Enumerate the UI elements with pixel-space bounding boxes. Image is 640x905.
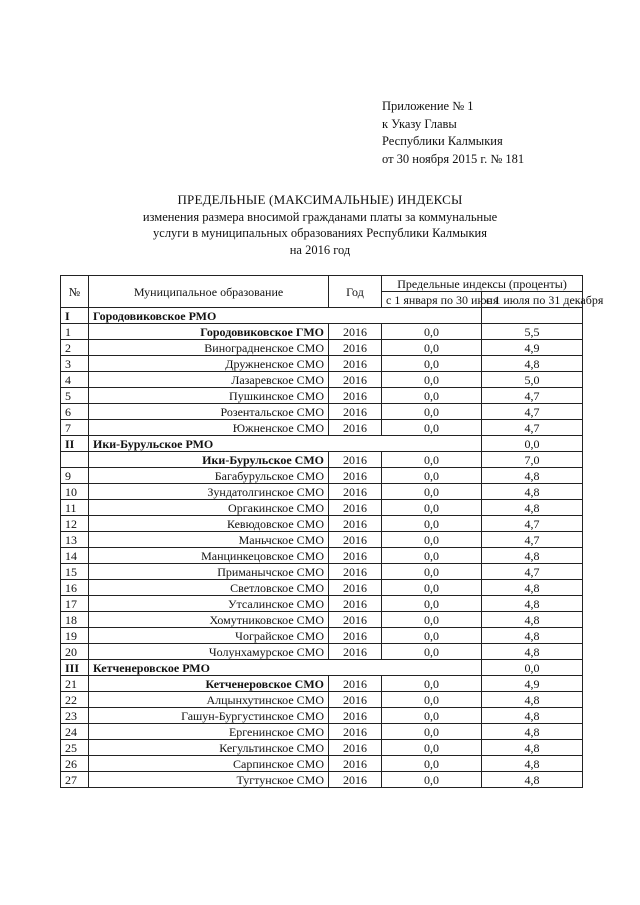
index-period-1: 0,0: [382, 756, 482, 772]
table-row: [61, 724, 583, 740]
header-period-1: с 1 января по 30 июня: [382, 292, 482, 308]
table-row: [61, 516, 583, 532]
index-period-1: 0,0: [382, 516, 482, 532]
appendix-line: Республики Калмыкия: [382, 134, 503, 148]
row-number: 26: [61, 756, 89, 772]
municipality-name: Гашун-Бургустинское СМО: [89, 708, 329, 724]
table-row: [61, 564, 583, 580]
row-number: 27: [61, 772, 89, 788]
row-year: 2016: [329, 756, 382, 772]
row-number: 1: [61, 324, 89, 340]
table-row: [61, 388, 583, 404]
table-row: [61, 644, 583, 660]
municipality-name: Пушкинское СМО: [89, 388, 329, 404]
row-year: 2016: [329, 580, 382, 596]
municipality-name: Чограйское СМО: [89, 628, 329, 644]
index-period-2: 4,8: [482, 740, 583, 756]
row-number: 5: [61, 388, 89, 404]
index-period-2: 4,8: [482, 500, 583, 516]
index-period-2: 0,0: [482, 436, 583, 452]
index-period-1: 0,0: [382, 628, 482, 644]
municipality-name: Зундатолгинское СМО: [89, 484, 329, 500]
index-period-2: 4,8: [482, 356, 583, 372]
row-year: 2016: [329, 740, 382, 756]
index-period-2: 4,7: [482, 532, 583, 548]
index-period-2: 5,0: [482, 372, 583, 388]
row-year: 2016: [329, 772, 382, 788]
index-period-1: 0,0: [382, 420, 482, 436]
index-period-2: 4,8: [482, 548, 583, 564]
municipality-name: Ики-Бурульское СМО: [89, 452, 329, 468]
row-number: 17: [61, 596, 89, 612]
index-period-1: 0,0: [382, 724, 482, 740]
index-period-1: 0,0: [382, 564, 482, 580]
municipality-name: Оргакинское СМО: [89, 500, 329, 516]
index-period-1: 0,0: [382, 548, 482, 564]
row-number: 15: [61, 564, 89, 580]
row-number: 19: [61, 628, 89, 644]
row-number: 23: [61, 708, 89, 724]
index-period-1: 0,0: [382, 692, 482, 708]
indices-table: [60, 275, 604, 788]
row-year: 2016: [329, 452, 382, 468]
appendix-line: к Указу Главы: [382, 116, 457, 131]
header-municipality: Муниципальное образование: [89, 276, 329, 308]
index-period-1: 0,0: [382, 388, 482, 404]
index-period-1: 0,0: [382, 324, 482, 340]
index-period-2: 4,7: [482, 388, 583, 404]
municipality-name: Кевюдовское СМО: [89, 516, 329, 532]
index-period-2: 4,8: [482, 628, 583, 644]
index-period-1: 0,0: [382, 612, 482, 628]
table-row: [61, 580, 583, 596]
municipality-name: Кегультинское СМО: [89, 740, 329, 756]
index-period-2: 5,5: [482, 324, 583, 340]
row-number: 3: [61, 356, 89, 372]
row-year: 2016: [329, 708, 382, 724]
index-period-1: 0,0: [382, 468, 482, 484]
index-period-2: 4,8: [482, 580, 583, 596]
table-row: [61, 708, 583, 724]
row-year: 2016: [329, 500, 382, 516]
document-subtitle-line: услуги в муниципальных образованиях Республики Калмыкия: [153, 226, 487, 240]
table-row: [61, 324, 583, 340]
index-period-2: 4,8: [482, 756, 583, 772]
index-period-1: 0,0: [382, 452, 482, 468]
index-period-1: 0,0: [382, 708, 482, 724]
index-period-2: 4,7: [482, 420, 583, 436]
row-year: 2016: [329, 420, 382, 436]
row-number: 6: [61, 404, 89, 420]
table-body: [61, 308, 583, 788]
row-number: 18: [61, 612, 89, 628]
municipality-name: Алцынхутинское СМО: [89, 692, 329, 708]
table-row: [61, 548, 583, 564]
row-year: 2016: [329, 628, 382, 644]
index-period-1: 0,0: [382, 372, 482, 388]
row-number: 9: [61, 468, 89, 484]
table-row: [61, 404, 583, 420]
table-row: [61, 452, 583, 468]
group-row: [61, 436, 583, 452]
municipality-name: Приманычское СМО: [89, 564, 329, 580]
document-subtitle-line: на 2016 год: [289, 242, 351, 257]
municipality-name: Сарпинское СМО: [89, 756, 329, 772]
header-year: Год: [329, 276, 382, 308]
table-row: [61, 356, 583, 372]
index-period-1: 0,0: [382, 596, 482, 612]
row-year: 2016: [329, 564, 382, 580]
index-period-1: 0,0: [382, 532, 482, 548]
index-period-2: 4,8: [482, 468, 583, 484]
index-period-2: 4,8: [482, 724, 583, 740]
row-year: 2016: [329, 724, 382, 740]
index-period-2: 4,8: [482, 644, 583, 660]
index-period-2: 4,8: [482, 612, 583, 628]
municipality-name: Хомутниковское СМО: [89, 612, 329, 628]
row-number: 24: [61, 724, 89, 740]
index-period-1: 0,0: [382, 644, 482, 660]
index-period-1: 0,0: [382, 404, 482, 420]
row-year: 2016: [329, 324, 382, 340]
table-row: [61, 612, 583, 628]
row-year: 2016: [329, 356, 382, 372]
row-number: 16: [61, 580, 89, 596]
index-period-2: 4,7: [482, 404, 583, 420]
table-row: [61, 420, 583, 436]
row-year: 2016: [329, 468, 382, 484]
table-row: [61, 532, 583, 548]
municipality-name: Чолунхамурское СМО: [89, 644, 329, 660]
group-row: [61, 660, 583, 676]
row-number: 21: [61, 676, 89, 692]
row-number: III: [61, 660, 89, 676]
index-period-2: 4,8: [482, 484, 583, 500]
index-period-2: 4,8: [482, 596, 583, 612]
index-period-1: 0,0: [382, 676, 482, 692]
table-row: [61, 628, 583, 644]
group-name: Ики-Бурульское РМО: [89, 436, 482, 452]
table-row: [61, 468, 583, 484]
index-period-2: 4,8: [482, 692, 583, 708]
row-number: 25: [61, 740, 89, 756]
table-row: [61, 500, 583, 516]
index-period-2: 7,0: [482, 452, 583, 468]
municipality-name: Городовиковское ГМО: [89, 324, 329, 340]
index-period-1: 0,0: [382, 356, 482, 372]
document-subtitle-line: изменения размера вносимой гражданами платы за коммунальные: [142, 209, 498, 224]
index-period-2: 0,0: [482, 660, 583, 676]
table-row: [61, 372, 583, 388]
index-period-2: 4,9: [482, 676, 583, 692]
appendix-line: от 30 ноября 2015 г. № 181: [382, 151, 525, 166]
table-row: [61, 676, 583, 692]
municipality-name: Лазаревское СМО: [89, 372, 329, 388]
row-number: 11: [61, 500, 89, 516]
row-year: 2016: [329, 692, 382, 708]
row-year: 2016: [329, 388, 382, 404]
index-period-1: 0,0: [382, 484, 482, 500]
municipality-name: Багабурульское СМО: [89, 468, 329, 484]
row-year: 2016: [329, 484, 382, 500]
municipality-name: Тугтунское СМО: [89, 772, 329, 788]
header-indices: [382, 276, 583, 292]
header-indices-label: Предельные индексы (проценты): [397, 276, 567, 291]
municipality-name: Ергенинское СМО: [89, 724, 329, 740]
row-year: 2016: [329, 516, 382, 532]
municipality-name: Виноградненское СМО: [89, 340, 329, 356]
appendix-line: Приложение № 1: [382, 99, 474, 113]
row-number: II: [61, 436, 89, 452]
index-period-1: 0,0: [382, 740, 482, 756]
index-period-2: 4,8: [482, 708, 583, 724]
municipality-name: Дружненское СМО: [89, 356, 329, 372]
row-number: [61, 452, 89, 468]
row-number: 2: [61, 340, 89, 356]
row-number: 14: [61, 548, 89, 564]
table-row: [61, 692, 583, 708]
row-number: 10: [61, 484, 89, 500]
municipality-name: Утсалинское СМО: [89, 596, 329, 612]
municipality-name: Светловское СМО: [89, 580, 329, 596]
row-number: 4: [61, 372, 89, 388]
row-year: 2016: [329, 644, 382, 660]
row-number: 12: [61, 516, 89, 532]
index-period-2: 4,7: [482, 516, 583, 532]
index-period-1: 0,0: [382, 580, 482, 596]
group-name: Городовиковское РМО: [89, 308, 482, 324]
group-name: Кетченеровское РМО: [89, 660, 482, 676]
row-year: 2016: [329, 340, 382, 356]
document-title: ПРЕДЕЛЬНЫЕ (МАКСИМАЛЬНЫЕ) ИНДЕКСЫ: [177, 192, 463, 207]
appendix-block: [382, 98, 524, 168]
group-row: [61, 308, 583, 324]
header-period-2: с 1 июля по 31 декабря: [482, 292, 583, 308]
table-row: [61, 596, 583, 612]
municipality-name: Кетченеровское СМО: [89, 676, 329, 692]
row-year: 2016: [329, 548, 382, 564]
index-period-1: 0,0: [382, 500, 482, 516]
row-number: I: [61, 308, 89, 324]
index-period-2: 4,8: [482, 772, 583, 788]
table-row: [61, 484, 583, 500]
index-period-2: [482, 308, 583, 324]
header-num: №: [61, 276, 89, 308]
table-row: [61, 772, 583, 788]
index-period-1: 0,0: [382, 340, 482, 356]
municipality-name: Манцинкецовское СМО: [89, 548, 329, 564]
row-number: 20: [61, 644, 89, 660]
index-period-1: 0,0: [382, 772, 482, 788]
table-row: [61, 756, 583, 772]
row-year: 2016: [329, 404, 382, 420]
table-row: [61, 740, 583, 756]
row-number: 7: [61, 420, 89, 436]
row-year: 2016: [329, 372, 382, 388]
index-period-2: 4,7: [482, 564, 583, 580]
table-row: [61, 340, 583, 356]
row-number: 13: [61, 532, 89, 548]
index-period-2: 4,9: [482, 340, 583, 356]
row-year: 2016: [329, 596, 382, 612]
document-heading: [60, 192, 580, 258]
row-year: 2016: [329, 612, 382, 628]
row-year: 2016: [329, 532, 382, 548]
row-number: 22: [61, 692, 89, 708]
municipality-name: Розентальское СМО: [89, 404, 329, 420]
row-year: 2016: [329, 676, 382, 692]
municipality-name: Южненское СМО: [89, 420, 329, 436]
municipality-name: Маньчское СМО: [89, 532, 329, 548]
